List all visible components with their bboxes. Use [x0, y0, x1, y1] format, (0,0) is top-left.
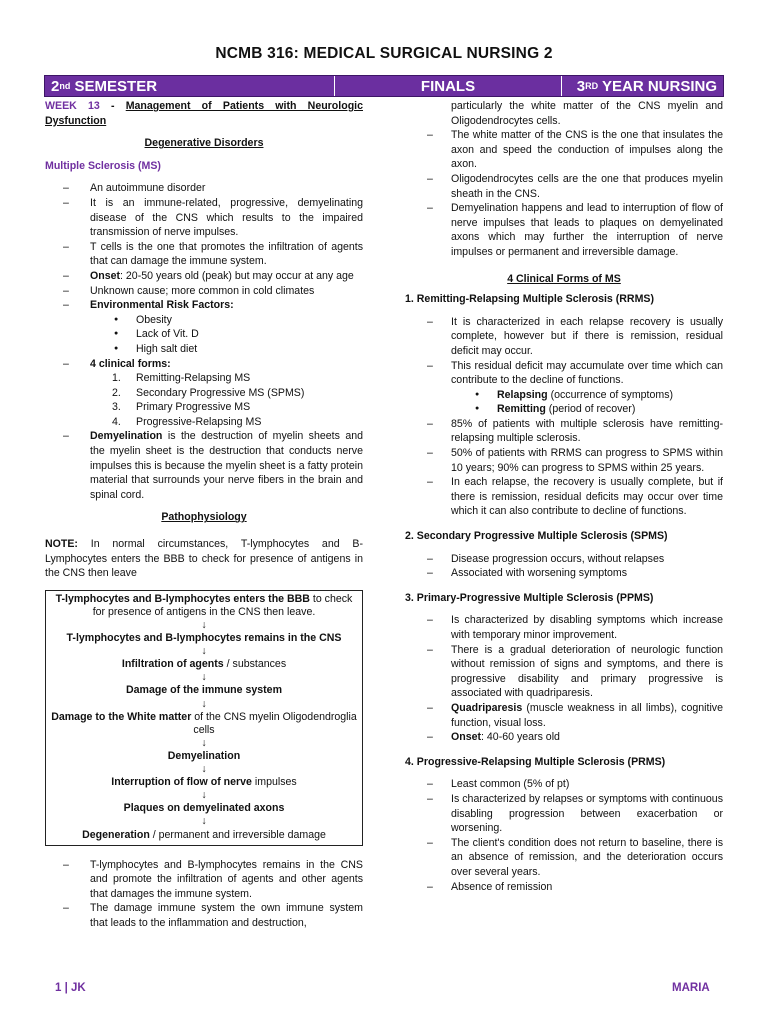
form-text: Secondary Progressive MS (SPMS) [136, 386, 305, 399]
ms-list [45, 181, 363, 502]
form-number: 4. [112, 415, 121, 428]
list-item: – Disease progression occurs, without relapses [405, 552, 723, 567]
flow-step-text: to check for presence of antigens in the CNS then leave. [92, 592, 353, 618]
flow-step-text: / permanent and irreversible damage [149, 828, 326, 841]
flow-step-bold: Demyelination [167, 749, 241, 762]
list-item: – Least common (5% of pt) [405, 777, 723, 792]
list-item: – Unknown cause; more common in cold climates [45, 284, 363, 299]
list-item: – An autoimmune disorder [45, 181, 363, 196]
flow-step [50, 658, 358, 671]
semester-number: 2 [51, 77, 60, 95]
quadriparesis-label: Quadriparesis [451, 701, 523, 714]
form-item [90, 386, 363, 401]
list-item: – T cells is the one that promotes the infiltration of agents that can damage the immune system. [45, 240, 363, 269]
note-label: NOTE: [45, 538, 78, 551]
flow-step-bold: Infiltration of agents [121, 658, 224, 671]
term-label: Relapsing [497, 388, 548, 401]
spms-list [405, 552, 723, 581]
left-column [45, 99, 363, 931]
list-item: – There is a gradual deterioration of neurologic function without remission of signs and symptoms, and there is progressive disability and primary progressive is associated with quadriparesis. [405, 643, 723, 701]
forms-label: 4 clinical forms: [90, 357, 171, 370]
footer-author: MARIA [672, 982, 710, 994]
list-item-text: This residual deficit may accumulate over time which can contribute to the decline of functions. [451, 359, 723, 387]
quadriparesis-text: (muscle weakness in all limbs), cognitive function, visual loss. [451, 701, 723, 729]
ppms-heading: 3. Primary-Progressive Multiple Sclerosis (PPMS) [405, 591, 654, 604]
week-line [45, 99, 363, 128]
env-factor: ● Lack of Vit. D [90, 327, 363, 342]
list-item [45, 429, 363, 502]
list-item: – The damage immune system the own immune system that leads to the inflammation and destruction, [45, 901, 363, 930]
flow-step [50, 750, 358, 763]
pathophysiology-flowchart [45, 590, 363, 846]
flow-step-bold: Plaques on demyelinated axons [123, 802, 285, 815]
note-text: In normal circumstances, T-lymphocytes and B-Lymphocytes enters the BBB to check for presence of antigens in the CNS then leave [45, 538, 363, 580]
flow-step-bold: Damage to the White matter [51, 710, 192, 723]
term-cell [335, 76, 562, 96]
list-item: – Associated with worsening symptoms [405, 566, 723, 581]
list-item [45, 269, 363, 284]
form-text: Progressive-Relapsing MS [136, 415, 262, 428]
form-item [90, 400, 363, 415]
list-item [405, 359, 723, 417]
week-separator: - [99, 100, 126, 112]
down-arrow-icon: ↓ [201, 645, 207, 658]
term-text: (period of recover) [545, 403, 636, 416]
ms-heading: Multiple Sclerosis (MS) [45, 159, 161, 172]
flow-step-bold: T-lymphocytes and B-lymphocytes remains in the CNS [66, 632, 342, 645]
down-arrow-icon: ↓ [201, 736, 207, 749]
right-intro-list [405, 128, 723, 259]
after-flow-list [45, 858, 363, 931]
down-arrow-icon: ↓ [201, 815, 207, 828]
footer-page-number: 1 | JK [55, 982, 86, 994]
continuation-text: particularly the white matter of the CNS myelin and Oligodendrocytes cells. [451, 100, 723, 127]
document-title: NCMB 316: MEDICAL SURGICAL NURSING 2 [215, 45, 553, 62]
year-label: YEAR NURSING [598, 77, 717, 95]
flow-step-text: impulses [251, 776, 297, 789]
list-item: – Is characterized by disabling symptoms which increase with temporary minor improvement. [405, 613, 723, 642]
demyelination-label: Demyelination [90, 430, 163, 443]
form-item [90, 371, 363, 386]
flow-step [50, 632, 358, 645]
demyelination-text: is the destruction of myelin sheets and the myelin sheet is the destruction that conducts nerve impulses this is because the myelin sheet is a fatty protein material that surrounds your nerve fibers in the brain and spinal cord. [90, 430, 363, 501]
year-cell [562, 76, 723, 96]
degenerative-heading: Degenerative Disorders [144, 137, 264, 150]
pathophysiology-heading: Pathophysiology [161, 511, 247, 524]
list-item: – In each relapse, the recovery is usually complete, but if there is remission, residual deficits may occur over time which it can also contribute to decline of functions. [405, 475, 723, 519]
flow-step-bold: Degeneration [82, 828, 150, 841]
flow-step-bold: Damage of the immune system [125, 684, 282, 697]
year-number: 3 [576, 77, 586, 95]
year-suffix: RD [585, 81, 599, 91]
list-item: – Demyelination happens and lead to interruption of flow of nerve impulses that leads to plaques on demyelinated axons which may further the interruption of nerve impulses or permanent and irreversible damage. [405, 201, 723, 259]
form-text: Remitting-Relapsing MS [136, 372, 251, 385]
list-item [45, 298, 363, 356]
onset-label: Onset [90, 269, 121, 282]
list-item [45, 357, 363, 430]
term-label: FINALS [420, 77, 476, 95]
rrms-list [405, 315, 723, 519]
right-column [405, 99, 723, 894]
forms-list [90, 371, 363, 429]
flow-step-text: of the CNS myelin Oligodendroglia cells [191, 710, 357, 736]
flow-step [50, 593, 358, 619]
rrms-terms [451, 388, 723, 417]
list-item: – 85% of patients with multiple sclerosis have remitting-relapsing multiple sclerosis. [405, 417, 723, 446]
down-arrow-icon: ↓ [201, 789, 207, 802]
semester-suffix: nd [59, 81, 71, 91]
onset-label: Onset [451, 731, 482, 744]
flow-step-bold: T-lymphocytes and B-lymphocytes enters the BBB [55, 592, 310, 605]
env-factor-list [90, 313, 363, 357]
note-paragraph [45, 537, 363, 581]
list-item: – T-lymphocytes and B-lymphocytes remains in the CNS and promote the infiltration of agents and other agents that damages the immune system. [45, 858, 363, 902]
down-arrow-icon: ↓ [201, 671, 207, 684]
term-item [451, 402, 723, 417]
rrms-heading: 1. Remitting-Relapsing Multiple Sclerosis (RRMS) [405, 293, 654, 306]
form-item [90, 415, 363, 430]
term-text: (occurrence of symptoms) [547, 388, 674, 401]
flow-step [50, 802, 358, 815]
week-topic: Management of Patients with Neurologic Dysfunction [45, 100, 363, 127]
list-item: – It is characterized in each relapse recovery is usually complete, however but if there is remission, residual deficit may occur. [405, 315, 723, 359]
prms-list [405, 777, 723, 894]
spms-heading: 2. Secondary Progressive Multiple Sclerosis (SPMS) [405, 530, 668, 543]
list-item: – It is an immune-related, progressive, demyelinating disease of the CNS which results to the impaired transmission of nerve impulses. [45, 196, 363, 240]
flow-step [50, 776, 358, 789]
env-factor: ● High salt diet [90, 342, 363, 357]
semester-cell [45, 76, 335, 96]
env-factor: ● Obesity [90, 313, 363, 328]
form-text: Primary Progressive MS [136, 401, 251, 414]
list-item: – Absence of remission [405, 880, 723, 895]
onset-text: : 40-60 years old [481, 731, 560, 744]
down-arrow-icon: ↓ [201, 697, 207, 710]
term-item [451, 388, 723, 403]
down-arrow-icon: ↓ [201, 619, 207, 631]
env-risk-label: Environmental Risk Factors: [90, 299, 234, 312]
semester-label: SEMESTER [70, 77, 158, 95]
prms-heading: 4. Progressive-Relapsing Multiple Sclerosis (PRMS) [405, 755, 666, 768]
flow-step [50, 711, 358, 737]
term-label: Remitting [497, 403, 546, 416]
form-number: 2. [112, 386, 121, 399]
form-number: 3. [112, 401, 121, 414]
list-item: – Oligodendrocytes cells are the one that produces myelin sheath in the CNS. [405, 172, 723, 201]
list-item: – Is characterized by relapses or symptoms with continuous disabling progression between exacerbation or worsening. [405, 792, 723, 836]
flow-step [50, 829, 358, 842]
flow-step [50, 684, 358, 697]
header-bar [44, 75, 724, 97]
list-item: – 50% of patients with RRMS can progress to SPMS within 10 years; 90% can progress to SPMS within 25 years. [405, 446, 723, 475]
list-item: – The client's condition does not return to baseline, there is an absence of remission, and the deterioration occurs over several years. [405, 836, 723, 880]
down-arrow-icon: ↓ [201, 763, 207, 776]
list-item [405, 730, 723, 745]
week-label: WEEK 13 [45, 100, 100, 112]
clinical-forms-heading: 4 Clinical Forms of MS [507, 272, 621, 285]
onset-text: : 20-50 years old (peak) but may occur at any age [120, 269, 354, 282]
flow-step-bold: Interruption of flow of nerve [111, 776, 252, 789]
flow-step-text: / substances [223, 658, 287, 671]
list-item: – The white matter of the CNS is the one that insulates the axon and speed the conduction of impulses along the axon. [405, 128, 723, 172]
ppms-list [405, 613, 723, 744]
list-item [405, 701, 723, 730]
form-number: 1. [112, 372, 121, 385]
